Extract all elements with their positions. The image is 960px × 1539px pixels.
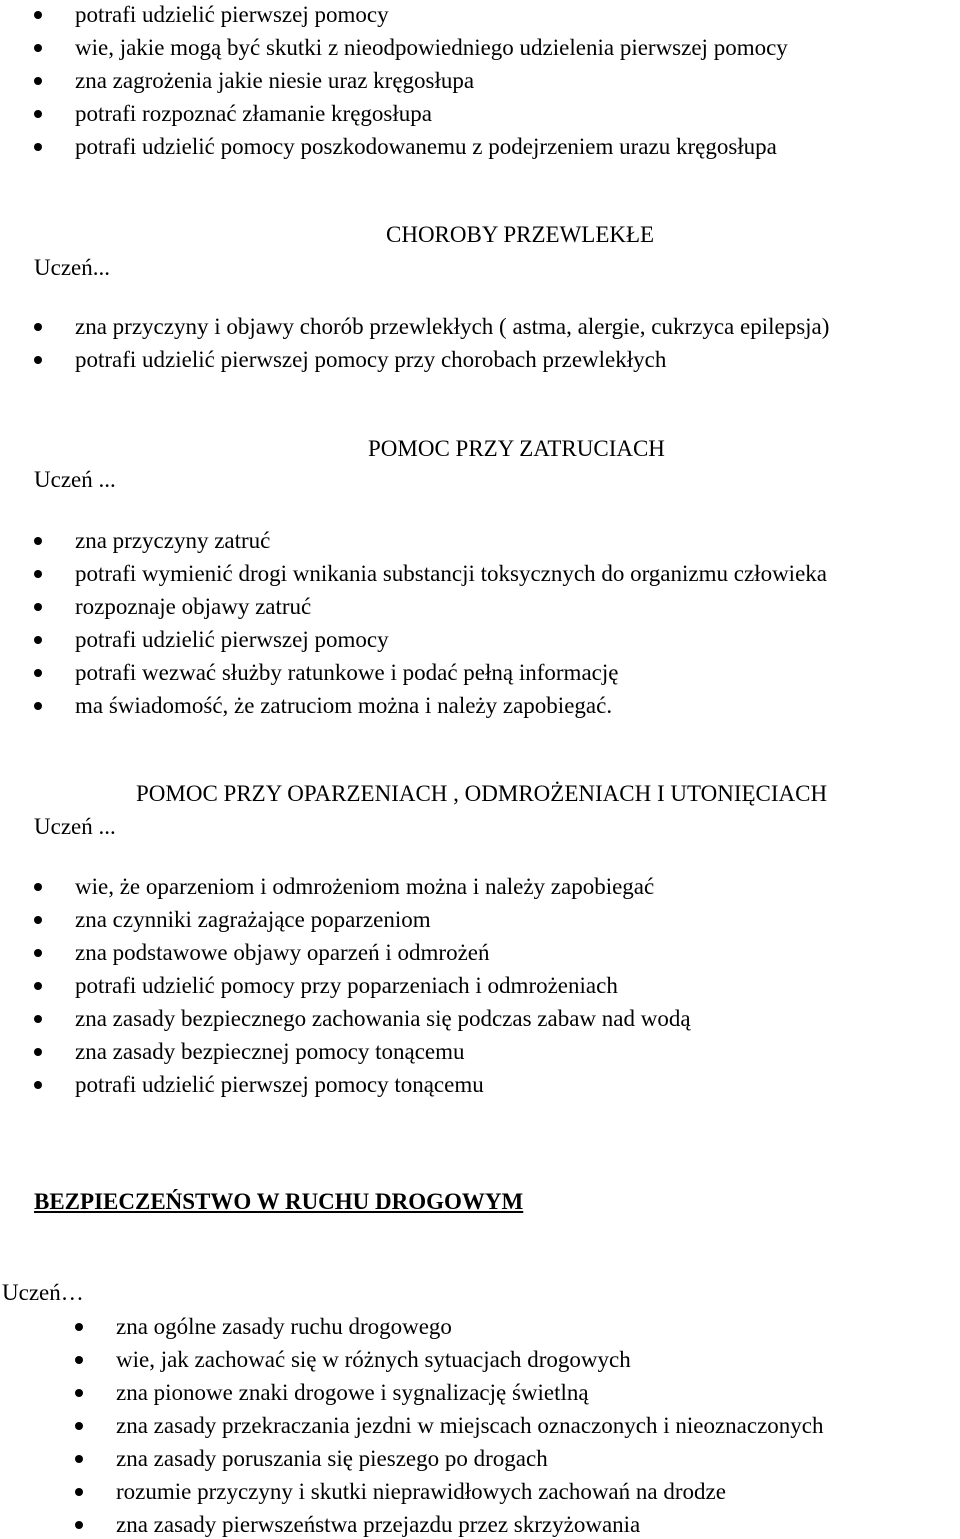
bullet-icon xyxy=(34,1048,42,1056)
list-item: zna czynniki zagrażające poparzeniom xyxy=(75,907,431,932)
list-item: zna zasady przekraczania jezdni w miejscach oznaczonych i nieoznaczonych xyxy=(116,1413,824,1438)
bullet-icon xyxy=(34,1081,42,1089)
list-item: zna zasady bezpiecznej pomocy tonącemu xyxy=(75,1039,465,1064)
bullet-icon xyxy=(34,883,42,891)
bullet-icon xyxy=(34,44,42,52)
student-label: Uczeń… xyxy=(2,1280,84,1305)
list-item: potrafi udzielić pomocy poszkodowanemu z podejrzeniem urazu kręgosłupa xyxy=(75,134,777,159)
student-label: Uczeń... xyxy=(34,255,110,280)
bullet-icon xyxy=(34,356,42,364)
bullet-icon xyxy=(75,1455,83,1463)
list-item: zna zasady poruszania się pieszego po drogach xyxy=(116,1446,548,1471)
bullet-icon xyxy=(34,916,42,924)
list-item: wie, jak zachować się w różnych sytuacjach drogowych xyxy=(116,1347,631,1372)
list-item: zna przyczyny zatruć xyxy=(75,528,271,553)
bullet-icon xyxy=(34,77,42,85)
bullet-icon xyxy=(34,570,42,578)
list-item: wie, jakie mogą być skutki z nieodpowiedniego udzielenia pierwszej pomocy xyxy=(75,35,788,60)
bullet-icon xyxy=(34,636,42,644)
list-item: rozumie przyczyny i skutki nieprawidłowych zachowań na drodze xyxy=(116,1479,726,1504)
list-item: zna zasady pierwszeństwa przejazdu przez skrzyżowania xyxy=(116,1512,641,1537)
bullet-icon xyxy=(34,11,42,19)
bullet-icon xyxy=(34,323,42,331)
list-item: wie, że oparzeniom i odmrożeniom można i należy zapobiegać xyxy=(75,874,655,899)
bullet-icon xyxy=(34,110,42,118)
list-item: zna ogólne zasady ruchu drogowego xyxy=(116,1314,452,1339)
bullet-icon xyxy=(75,1323,83,1331)
student-label: Uczeń ... xyxy=(34,814,116,839)
list-item: potrafi udzielić pierwszej pomocy przy chorobach przewlekłych xyxy=(75,347,667,372)
section-heading: POMOC PRZY ZATRUCIACH xyxy=(368,436,665,461)
bullet-icon xyxy=(34,669,42,677)
list-item: potrafi wymienić drogi wnikania substancji toksycznych do organizmu człowieka xyxy=(75,561,827,586)
bullet-icon xyxy=(34,603,42,611)
bullet-icon xyxy=(75,1488,83,1496)
list-item: zna zagrożenia jakie niesie uraz kręgosłupa xyxy=(75,68,475,93)
bullet-icon xyxy=(34,982,42,990)
list-item: potrafi udzielić pierwszej pomocy xyxy=(75,627,389,652)
list-item: zna pionowe znaki drogowe i sygnalizację świetlną xyxy=(116,1380,589,1405)
list-item: potrafi udzielić pierwszej pomocy xyxy=(75,2,389,27)
section-heading: CHOROBY PRZEWLEKŁE xyxy=(386,222,655,247)
list-item: potrafi rozpoznać złamanie kręgosłupa xyxy=(75,101,432,126)
list-item: zna przyczyny i objawy chorób przewlekłych ( astma, alergie, cukrzyca epilepsja) xyxy=(75,314,830,339)
list-item: potrafi udzielić pierwszej pomocy tonącemu xyxy=(75,1072,484,1097)
bullet-icon xyxy=(75,1422,83,1430)
list-item: zna zasady bezpiecznego zachowania się podczas zabaw nad wodą xyxy=(75,1006,691,1031)
list-item: zna podstawowe objawy oparzeń i odmrożeń xyxy=(75,940,490,965)
bullet-icon xyxy=(75,1521,83,1529)
bullet-icon xyxy=(34,537,42,545)
bullet-icon xyxy=(75,1389,83,1397)
bullet-icon xyxy=(34,143,42,151)
student-label: Uczeń ... xyxy=(34,467,116,492)
list-item: potrafi udzielić pomocy przy poparzeniach i odmrożeniach xyxy=(75,973,618,998)
section-heading: POMOC PRZY OPARZENIACH , ODMROŻENIACH I UTONIĘCIACH xyxy=(136,781,828,806)
list-item: potrafi wezwać służby ratunkowe i podać pełną informację xyxy=(75,660,619,685)
section-heading: BEZPIECZEŃSTWO W RUCHU DROGOWYM xyxy=(34,1189,524,1214)
bullet-icon xyxy=(34,702,42,710)
list-item: rozpoznaje objawy zatruć xyxy=(75,594,312,619)
bullet-icon xyxy=(34,949,42,957)
list-item: ma świadomość, że zatruciom można i należy zapobiegać. xyxy=(75,693,613,718)
bullet-icon xyxy=(34,1015,42,1023)
bullet-icon xyxy=(75,1356,83,1364)
